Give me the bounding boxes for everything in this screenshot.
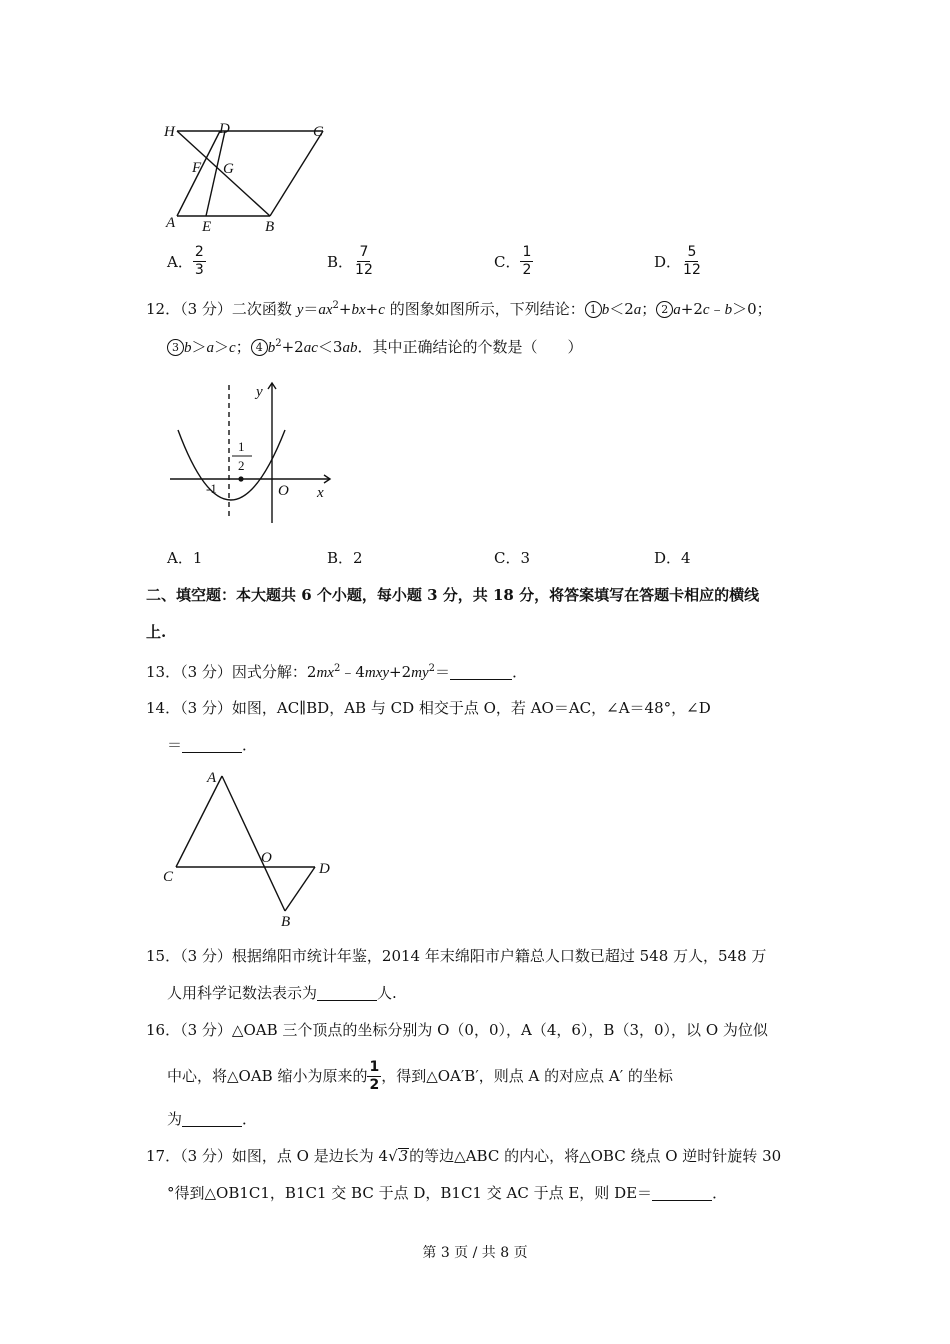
q12-fig-x: x: [317, 485, 324, 501]
q14-label-o: O: [261, 850, 272, 866]
q12-fig-minus-one: -1: [206, 481, 217, 496]
q14-answer-blank[interactable]: [182, 736, 242, 753]
q11-label-h: H: [164, 124, 175, 140]
q17-text-2: °得到△OB1C1，B1C1 交 BC 于点 D，B1C1 交 AC 于点 E，则 DE＝: [167, 1184, 653, 1202]
q11-option-a-fraction: [193, 244, 206, 279]
page-footer: 第 3 页 / 共 8 页: [422, 1245, 528, 1261]
q11-option-b-fraction: [353, 244, 375, 279]
q12-claim-1: b＜2a；: [601, 300, 657, 318]
section-2-heading-line-1: 二、填空题：本大题共 6 个小题，每小题 3 分，共 18 分，将答案填写在答题卡相应的横线: [146, 586, 760, 604]
q11-option-c-num: 1: [522, 244, 532, 260]
q11-label-b: B: [265, 219, 275, 235]
q14-score: （3 分）: [180, 699, 232, 717]
q12-tail: ．其中正确结论的个数是（ ）: [357, 338, 583, 356]
q11-option-d: [654, 244, 703, 279]
q16-score: （3 分）: [180, 1021, 232, 1039]
q12-fig-y: y: [256, 384, 263, 400]
q16-end: ．: [242, 1110, 258, 1128]
q11-option-b: [327, 244, 375, 279]
q17-line-2: [167, 1183, 727, 1203]
q12-score: （3 分）: [180, 300, 232, 318]
q17-text-a: 如图，点 O 是边长为 4: [231, 1147, 389, 1165]
q14-figure: [155, 765, 345, 930]
q12-number: 12．: [146, 300, 181, 318]
q12-claim-2: a+2c﹣b＞0；: [673, 300, 772, 318]
q16-line-2: [167, 1058, 673, 1094]
q15-prefix: 人用科学记数法表示为: [167, 984, 318, 1002]
q11-label-c: C: [313, 124, 324, 140]
q13-line: [146, 662, 527, 683]
q11-label-e: E: [202, 219, 212, 235]
q12-circle-4: 4: [251, 339, 268, 356]
q14-label-c: C: [163, 869, 174, 885]
q12-line-1: [146, 299, 772, 320]
q14-label-a: A: [207, 770, 217, 786]
q16-half: [367, 1059, 381, 1094]
q15-text: 根据绵阳市统计年鉴，2014 年末绵阳市户籍总人口数已超过 548 万人，548 万: [231, 947, 767, 965]
q14-line-2: [167, 735, 257, 755]
q12-option-b: B．2: [327, 549, 363, 567]
q13-end: ．: [512, 663, 528, 681]
q12-figure: [160, 375, 350, 525]
q12-fig-half-num: 1: [238, 439, 245, 454]
q13-score: （3 分）: [180, 663, 232, 681]
q13-text: 因式分解：: [231, 663, 307, 681]
q11-option-a-den: 3: [194, 262, 204, 278]
q16-line-1: [146, 1020, 768, 1040]
q16-line-3: [167, 1109, 257, 1129]
q11-option-b-num: 7: [359, 244, 369, 260]
q16-text: △OAB 三个顶点的坐标分别为 O（0，0），A（4，6），B（3，0），以 O 为位似: [231, 1021, 768, 1039]
q11-label-a: A: [166, 215, 176, 231]
q17-answer-blank[interactable]: [652, 1184, 712, 1201]
q14-text: 如图，AC∥BD，AB 与 CD 相交于点 O，若 AO＝AC，∠A＝48°，∠D: [231, 699, 711, 717]
q12-option-c: C．3: [494, 549, 531, 567]
q11-option-d-den: 12: [683, 262, 701, 278]
q12-circle-3: 3: [167, 339, 184, 356]
q11-option-c-letter: C．: [494, 252, 521, 271]
q14-end: ．: [242, 736, 258, 754]
q17-text-b: 的等边△ABC 的内心，将△OBC 绕点 O 逆时针旋转 30: [409, 1147, 782, 1165]
q15-suffix: 人.: [377, 984, 397, 1002]
q11-label-d: D: [219, 121, 230, 137]
q13-answer-blank[interactable]: [450, 663, 512, 680]
q15-score: （3 分）: [180, 947, 232, 965]
q14-number: 14．: [146, 699, 181, 717]
q17-sqrt-value: 3: [398, 1147, 409, 1165]
q12-line-2: [167, 337, 582, 358]
q17-sqrt-sign: √: [388, 1147, 398, 1165]
q11-option-b-den: 12: [355, 262, 373, 278]
q16-prefix: 中心，将△OAB 缩小为原来的: [167, 1067, 368, 1085]
q16-half-num: 1: [369, 1058, 380, 1075]
q15-answer-blank[interactable]: [317, 984, 377, 1001]
q12-fig-origin: O: [278, 483, 289, 499]
q12-claim-4: $b^2+2ac<3ab$: [267, 338, 358, 356]
q11-option-a-letter: A．: [167, 252, 193, 271]
q11-label-g: G: [223, 161, 234, 177]
q16-half-den: 2: [369, 1076, 380, 1093]
q14-equals: ＝: [167, 736, 183, 754]
q12-circle-1: 1: [585, 301, 602, 318]
q16-number: 16．: [146, 1021, 181, 1039]
q12-option-d: D．4: [654, 549, 691, 567]
q14-label-b: B: [281, 914, 291, 930]
q17-score: （3 分）: [180, 1147, 232, 1165]
q16-line3-prefix: 为: [167, 1110, 183, 1128]
q11-option-a: [167, 244, 206, 279]
q12-option-a: A．1: [167, 549, 203, 567]
q16-suffix: ，得到△OA′B′，则点 A 的对应点 A′ 的坐标: [381, 1067, 673, 1085]
q15-number: 15．: [146, 947, 181, 965]
q17-line-1: [146, 1146, 781, 1166]
q15-line-2: [167, 983, 397, 1003]
q13-expr: $2mx^2﹣4mxy+2my^2=$: [306, 663, 451, 681]
q11-option-d-num: 5: [687, 244, 697, 260]
q11-label-f: F: [192, 160, 202, 176]
q17-end: ．: [712, 1184, 728, 1202]
q11-option-d-letter: D．: [654, 252, 682, 271]
q11-option-d-fraction: [681, 244, 703, 279]
section-2-heading-line-2: 上.: [146, 623, 167, 641]
q12-expr: $y=ax^2+bx+c$: [296, 300, 385, 318]
q16-answer-blank[interactable]: [182, 1110, 242, 1127]
q11-option-c-den: 2: [522, 262, 532, 278]
q11-figure: [150, 115, 350, 240]
q14-label-d: D: [319, 861, 330, 877]
q11-option-a-num: 2: [194, 244, 204, 260]
q17-number: 17．: [146, 1147, 181, 1165]
q12-text-2: 的图象如图所示，下列结论：: [384, 300, 585, 318]
q11-option-c: [494, 244, 533, 279]
q12-claim-3: b＞a＞c；: [184, 338, 251, 356]
q12-circle-2: 2: [656, 301, 673, 318]
q14-line-1: [146, 698, 711, 718]
q11-option-c-fraction: [520, 244, 533, 279]
q13-number: 13．: [146, 663, 181, 681]
q12-fig-half-den: 2: [238, 458, 245, 473]
q11-option-b-letter: B．: [327, 252, 354, 271]
q12-text-1: 二次函数: [231, 300, 297, 318]
q15-line-1: [146, 946, 766, 966]
